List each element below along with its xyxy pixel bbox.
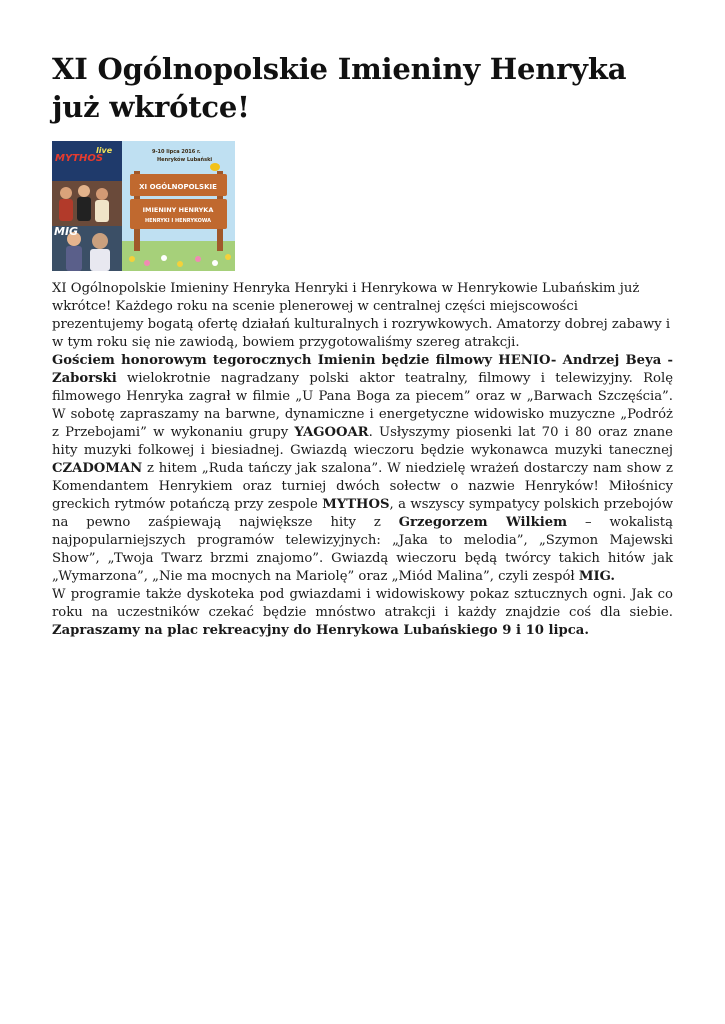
poster-top-text: MYTHOS <box>55 153 104 164</box>
band-name-mig: MIG. <box>578 569 616 584</box>
host-name: Grzegorzem Wilkiem <box>398 515 568 530</box>
program-text-4: , a wszyscy sympatycy polskich przebojów na pewno zaśpiewają największe hity z <box>52 497 673 530</box>
guest-of-honor-text: Gościem honorowym tegorocznych Imienin będzie filmowy HENIO- Andrzej Beya - Zaborski <box>52 353 673 386</box>
band-name-yagooar: YAGOOAR <box>294 425 369 440</box>
closing-paragraph <box>52 586 673 640</box>
poster-live-text: live <box>96 146 113 155</box>
program-text-5: – wokalistą najpopularniejszych programów telewizyjnych: „Jaka to melodia”, „Szymon Majewski Show”, „Twoja Twarz brzmi znajomo”. Gwiazdą wieczoru będą twórcy takich hitów jak „Wymarzona”, „Nie ma mocnych na Mariolę” oraz „Miód Malina”, czyli zespół <box>52 515 673 584</box>
sign-line2-text: HENRYKI I HENRYKOWA <box>144 218 212 224</box>
event-poster-image <box>52 141 235 271</box>
band-name-mythos: MYTHOS <box>322 497 390 512</box>
sign-top-text: XI OGÓLNOPOLSKIE <box>139 183 217 191</box>
guest-description: wielokrotnie nagradzany polski aktor teatralny, filmowy i telewizyjny. Rolę filmowego Henryka zagrał w filmie „U Pana Boga za piecem” oraz w „Barwach Szczęścia”. W sobotę zapraszamy na barwne, dynamiczne i energetyczne widowisko muzyczne „Podróż z Przebojami” w wykonaniu grupy <box>52 371 673 440</box>
program-paragraph <box>52 352 673 586</box>
program-text-3: z hitem „Ruda tańczy jak szalona”. W niedzielę wrażeń dostarczy nam show z Komendantem Henrykiem oraz turniej dwóch sołectw o nazwie Henryków! Miłośnicy greckich rytmów potańczą przy zespole <box>52 461 673 512</box>
sign-line1-text: IMIENINY HENRYKA <box>142 206 214 214</box>
band-name-czadoman: CZADOMAN <box>52 461 143 476</box>
program-text-2: . Usłyszymy piosenki lat 70 i 80 oraz znane hity muzyki folkowej i biesiadnej. Gwiazdą wieczoru będzie wykonawca muzyki tanecznej <box>52 425 673 458</box>
closing-text: W programie także dyskoteka pod gwiazdami i widowiskowy pokaz sztucznych ogni. Jak co roku na uczestników czekać będzie mnóstwo atrakcji i każdy znajdzie coś dla siebie. <box>52 587 673 620</box>
article-page <box>52 50 673 640</box>
poster-place-text: Henryków Lubański <box>157 157 213 163</box>
poster-date-text: 9-10 lipca 2016 r. <box>152 149 201 155</box>
intro-paragraph: XI Ogólnopolskie Imieniny Henryka Henryki i Henrykowa w Henrykowie Lubańskim już wkrótce! Każdego roku na scenie plenerowej w centralnej części miejscowości prezentujemy bogatą ofertę działań kulturalnych i rozrywkowych. Amatorzy dobrej zabawy i w tym roku się nie zawiodą, bowiem przygotowaliśmy szereg atrakcji. <box>52 281 671 350</box>
article-title: XI Ogólnopolskie Imieniny Henryka już wkrótce! <box>52 52 627 124</box>
closing-invitation: Zapraszamy na plac rekreacyjny do Henrykowa Lubańskiego 9 i 10 lipca. <box>52 623 589 638</box>
article-body <box>52 280 673 640</box>
poster-bottom-text: MIG <box>54 225 79 238</box>
